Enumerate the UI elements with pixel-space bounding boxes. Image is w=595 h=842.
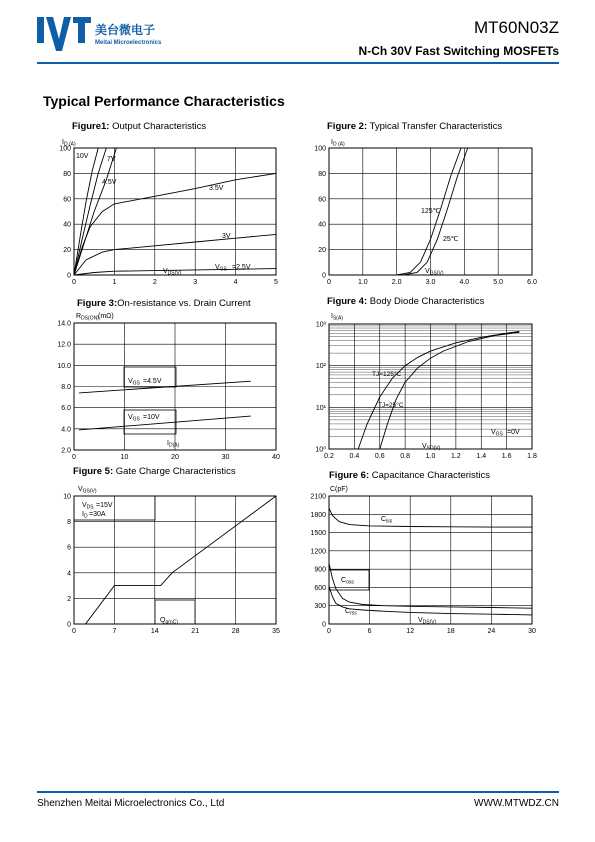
fig4-xtick-label: 0.4: [349, 453, 360, 460]
fig2-xlabel: $V_{GS(V)}$: [425, 268, 444, 277]
section-title: Typical Performance Characteristics: [43, 93, 285, 109]
fig6-label: Figure 6:: [329, 470, 370, 481]
fig1-plot-frame: [74, 148, 276, 275]
fig2-xtick-label: 2.0: [391, 279, 402, 286]
fig3-xtick-label: 10: [120, 454, 129, 461]
fig5-xlabel: $Q_{g(nC)}$: [160, 617, 178, 626]
fig5-name: Gate Charge Characteristics: [115, 466, 236, 477]
fig4-series-line-0: [358, 332, 519, 450]
fig5-xtick-label: 21: [191, 628, 200, 635]
fig1-series-line-3: [74, 173, 276, 275]
fig5-plot-frame: [74, 496, 276, 624]
fig3-series-label-4.5v-value: =4.5V: [143, 378, 162, 385]
fig6-xlabel: $V_{DS(V)}$: [418, 617, 437, 626]
fig2-ytick-label: 40: [318, 221, 326, 229]
fig1-ytick-label: 0: [67, 272, 71, 280]
fig1-series-label-2.5v-value: =2.5V: [232, 264, 251, 271]
fig1-xlabel: $V_{DS(V)}$: [163, 268, 182, 277]
fig5-annotation-id: $I_D$: [82, 511, 88, 520]
fig5-xtick-label: 14: [150, 628, 159, 635]
fig1-ytick-label: 20: [63, 247, 71, 255]
fig4-plot-frame: [329, 324, 532, 449]
fig3-series-label-4.5v: $V_{GS}$: [128, 378, 140, 387]
fig1-series-label-10v: 10V: [76, 153, 89, 160]
fig5-ytick-label: 4: [67, 570, 71, 578]
fig6-series-label-ciss: $C_{iss}$: [381, 516, 393, 525]
fig1-xtick-label: 3: [193, 279, 198, 286]
fig5-xlabel-box: [155, 600, 195, 624]
fig3-label-box-10v: [124, 410, 176, 434]
fig1-series-line-2: [74, 148, 116, 275]
fig5-annotation-vds-value: =15V: [96, 502, 113, 509]
fig4-xtick-label: 0.8: [400, 453, 410, 460]
fig4-ytick-label: 10²: [315, 363, 326, 371]
fig6-series-label-coss: $C_{oss}$: [341, 577, 354, 586]
fig1-ytick-label: 80: [63, 170, 71, 178]
fig3-xtick-label: 30: [221, 454, 230, 461]
fig3-xtick-label: 40: [272, 454, 280, 461]
fig4-ytick-label: 10¹: [315, 404, 326, 412]
fig5-annotation-id-value: =30A: [89, 511, 106, 518]
device-subtitle: N-Ch 30V Fast Switching MOSFETs: [358, 44, 559, 58]
fig2-ytick-label: 20: [318, 247, 326, 255]
fig6-title: [329, 470, 490, 481]
fig1-ytick-label: 40: [63, 221, 71, 229]
fig2-ytick-label: 0: [322, 272, 326, 280]
part-number: MT60N03Z: [473, 18, 559, 37]
fig1-ytick-label: 100: [59, 145, 71, 153]
fig1-ylabel: $I_{D (A)}$: [62, 139, 76, 148]
fig3-ytick-label: 10.0: [57, 362, 71, 370]
fig5-xtick-label: 35: [272, 628, 280, 635]
fig1-xtick-label: 2: [152, 279, 157, 286]
fig5-ytick-label: 0: [67, 621, 71, 629]
fig4-name: Body Diode Characteristics: [369, 296, 485, 307]
fig3-title: [77, 298, 251, 309]
fig6-ytick-label: 300: [314, 603, 326, 611]
fig6-plot-frame: [329, 496, 532, 624]
fig5-title: [73, 466, 236, 477]
fig4-series-label-25c: TJ=25°C: [378, 402, 404, 409]
fig6-ytick-label: 2100: [310, 493, 326, 501]
fig4-xtick-label: 1.6: [501, 453, 512, 460]
fig1-series-label-7v: 7V: [107, 156, 116, 163]
fig6-name: Capacitance Characteristics: [371, 470, 491, 481]
fig2-series-line-1: [403, 148, 467, 275]
fig5-ylabel: $V_{GS(V)}$: [78, 486, 97, 495]
fig3-ytick-label: 8.0: [61, 384, 71, 391]
fig6-series-line-1: [329, 563, 532, 608]
fig2-xtick-label: 5.0: [493, 279, 504, 286]
fig4-ytick-label: 10⁰: [315, 446, 326, 454]
fig5-xtick-label: 0: [72, 628, 76, 635]
fig1-series-line-4: [74, 234, 276, 275]
header-divider: [37, 62, 559, 64]
fig5-ytick-label: 6: [67, 544, 71, 552]
fig4-ytick-label: 10³: [315, 321, 326, 329]
fig6-ytick-label: 0: [322, 621, 326, 629]
fig4-series-line-1: [380, 332, 520, 449]
fig3-plot-frame: [74, 323, 276, 450]
fig6-ytick-label: 1500: [310, 530, 326, 538]
fig3-series-label-10v: $V_{GS}$: [128, 414, 140, 423]
fig6-series-line-2: [329, 586, 532, 615]
fig2-label: Figure 2:: [327, 121, 368, 132]
fig5-label: Figure 5:: [73, 466, 114, 477]
company-name-en: Meitai Microelectronics: [95, 40, 162, 46]
fig4-ylabel: $I_{S(A)}$: [331, 313, 343, 322]
fig4-xlabel: $V_{SD(V)}$: [422, 443, 441, 452]
fig2-plot-frame: [329, 148, 532, 275]
fig6-ylabel: C(pF): [330, 486, 348, 493]
fig6-series-label-crss: $C_{rss}$: [345, 608, 357, 617]
fig3-name: On-resistance vs. Drain Current: [117, 298, 251, 309]
fig4-title: [327, 296, 484, 307]
fig2-xtick-label: 0: [327, 279, 331, 286]
fig1-series-label-3.5v: 3.5V: [209, 185, 224, 192]
fig3-ylabel-unit: (mΩ): [98, 313, 114, 320]
fig3-ytick-label: 4.0: [61, 426, 71, 434]
fig1-chart: [59, 146, 278, 287]
fig5-ytick-label: 10: [63, 493, 71, 501]
fig3-chart: [57, 321, 280, 462]
fig2-ytick-label: 100: [314, 145, 326, 153]
fig3-label-box-4.5v: [124, 367, 176, 387]
fig1-xtick-label: 0: [72, 279, 76, 286]
fig3-series-line-0: [79, 381, 251, 393]
fig2-xtick-label: 3.0: [425, 279, 436, 286]
fig4-series-label-125c: TJ=125°C: [372, 371, 402, 378]
fig6-ytick-label: 600: [314, 584, 326, 592]
fig2-title: [327, 121, 502, 132]
fig1-title: [72, 121, 206, 132]
fig6-chart: [310, 494, 536, 636]
fig5-xtick-label: 28: [231, 628, 240, 635]
fig1-name: Output Characteristics: [112, 121, 207, 132]
fig4-legend-text-value: =0V: [507, 429, 520, 436]
fig5-annotation-box: [74, 496, 155, 520]
fig5-xtick-label: 7: [112, 628, 117, 635]
fig1-series-label-3v: 3V: [222, 233, 231, 240]
fig6-xtick-label: 12: [406, 628, 415, 635]
footer-divider: [37, 791, 559, 793]
fig2-series-line-0: [397, 148, 461, 275]
fig6-xtick-label: 18: [446, 628, 455, 635]
fig4-xtick-label: 1.8: [527, 453, 537, 460]
fig2-ylabel: $I_{D (A)}$: [331, 139, 345, 148]
fig2-chart: [314, 146, 537, 287]
fig3-ytick-label: 12.0: [57, 341, 71, 349]
fig3-ytick-label: 14.0: [57, 320, 71, 328]
footer-company: Shenzhen Meitai Microelectronics Co., Ltd: [37, 798, 225, 809]
fig5-series-line-0: [74, 496, 276, 624]
fig4-xtick-label: 0.6: [374, 453, 385, 460]
fig3-series-line-1: [79, 416, 251, 430]
fig1-series-line-1: [74, 148, 106, 275]
company-logo: [37, 17, 187, 59]
fig3-series-label-10v-value: =10V: [143, 414, 160, 421]
footer-website[interactable]: WWW.MTWDZ.CN: [474, 798, 559, 809]
fig1-xtick-label: 5: [274, 279, 278, 286]
fig6-ytick-label: 1200: [310, 548, 326, 556]
fig1-ytick-label: 60: [63, 196, 71, 204]
fig1-label: Figure1:: [72, 121, 110, 132]
fig1-series-line-0: [74, 148, 98, 275]
fig5-ytick-label: 8: [67, 519, 71, 527]
fig4-xtick-label: 1.2: [451, 453, 461, 460]
fig3-xtick-label: 20: [171, 454, 179, 461]
fig2-series-label-25c: 25℃: [443, 236, 459, 243]
company-name-cn: 美台微电子: [95, 23, 156, 37]
fig6-series-line-0: [329, 508, 532, 527]
fig3-label: Figure 3:: [77, 298, 118, 309]
fig2-xtick-label: 4.0: [459, 279, 470, 286]
fig6-xtick-label: 6: [367, 628, 372, 635]
fig3-xtick-label: 0: [72, 454, 76, 461]
fig1-series-label-2.5v: $V_{GS}$: [215, 264, 227, 273]
fig6-ytick-label: 1800: [310, 511, 326, 519]
fig3-xlabel: $I_{D(A)}$: [167, 440, 180, 449]
fig1-series-label-4.5v: 4.5V: [102, 179, 117, 186]
fig4-legend-text: $V_{GS}$: [491, 429, 503, 438]
fig4-xtick-label: 1.0: [425, 453, 436, 460]
fig2-series-label-125c: 125℃: [421, 208, 441, 215]
fig6-xtick-label: 24: [487, 628, 496, 635]
fig1-xtick-label: 4: [233, 279, 238, 286]
fig2-xtick-label: 1.0: [357, 279, 368, 286]
fig1-xtick-label: 1: [112, 279, 117, 286]
fig4-xtick-label: 0.2: [324, 453, 334, 460]
fig6-ytick-label: 900: [314, 566, 326, 574]
fig2-name: Typical Transfer Characteristics: [369, 121, 503, 132]
fig3-ytick-label: 6.0: [61, 405, 71, 413]
fig6-xtick-label: 0: [327, 628, 331, 635]
fig3-ylabel: $R_{DS(ON)}$: [76, 313, 99, 322]
fig2-ytick-label: 60: [318, 196, 326, 204]
fig5-ytick-label: 2: [67, 595, 71, 603]
fig2-xtick-label: 6.0: [527, 279, 537, 286]
fig6-label-box: [329, 570, 369, 590]
fig6-xtick-label: 30: [528, 628, 536, 635]
fig1-series-line-5: [74, 269, 276, 275]
fig2-ytick-label: 80: [318, 170, 326, 178]
fig4-xtick-label: 1.4: [476, 453, 487, 460]
fig4-label: Figure 4:: [327, 296, 368, 307]
fig4-chart: [315, 322, 537, 461]
fig5-annotation-vds: $V_{DS}$: [82, 502, 94, 511]
fig3-ytick-label: 2.0: [61, 447, 71, 455]
fig5-chart: [63, 494, 280, 636]
